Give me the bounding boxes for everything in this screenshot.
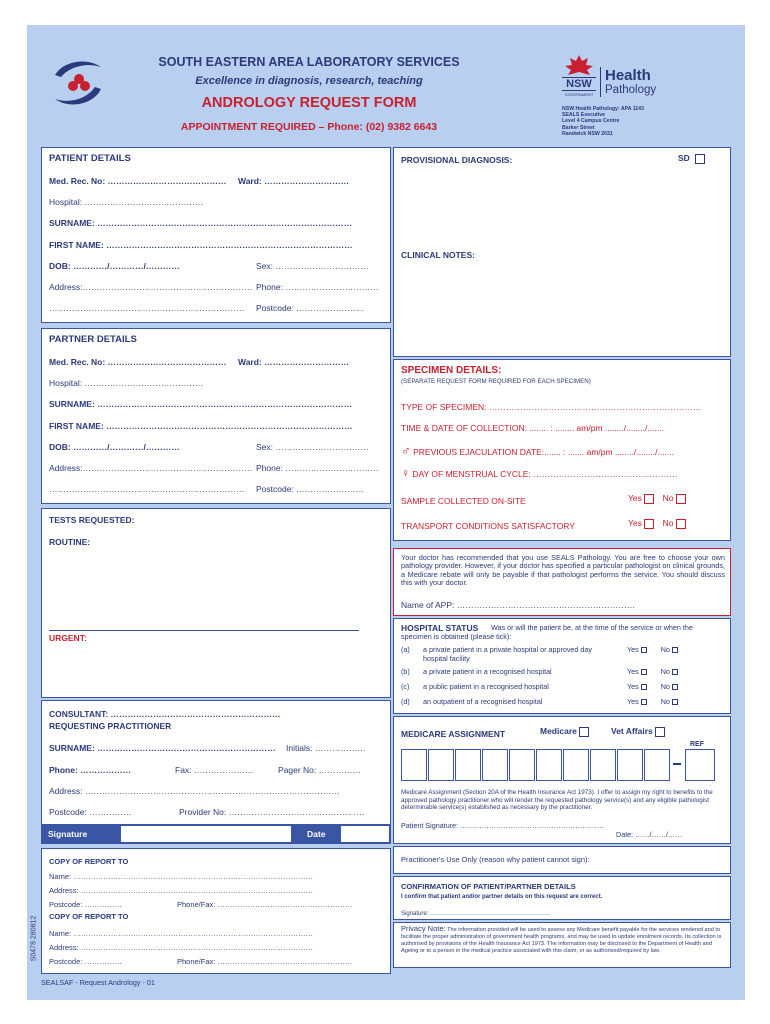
form-footer-name: SEALSAF - Request Andrology - 01: [41, 978, 155, 987]
practitioner-fax[interactable]: Fax: …………………: [175, 765, 254, 775]
patient-details-title: PATIENT DETAILS: [49, 153, 131, 164]
male-icon: ♂: [401, 443, 411, 458]
patient-signature-date[interactable]: Date: ……/……/……: [616, 830, 683, 839]
copy1-address[interactable]: Address: …………………………………………………………………………………: [49, 886, 314, 895]
practitioners-use-label: Practitioner's Use Only (reason why patient cannot sign):: [401, 855, 590, 864]
medicare-assignment-section: [393, 716, 731, 844]
practitioners-use-section: [393, 846, 731, 874]
practitioner-address[interactable]: Address: ………………………………………………………………………………: [49, 786, 340, 796]
urgent-label[interactable]: URGENT:: [49, 633, 87, 643]
collection-time-date[interactable]: TIME & DATE OF COLLECTION: ........ : ........ am/pm ......../......../.......: [401, 423, 664, 433]
transport-conditions-options: Yes No: [628, 518, 686, 529]
pathology-wordmark: Pathology: [605, 84, 657, 96]
tests-requested-title: TESTS REQUESTED:: [49, 515, 135, 525]
sample-collected-label: SAMPLE COLLECTED ON-SITE: [401, 496, 526, 506]
signature-bar: [41, 824, 391, 844]
patient-first-name[interactable]: FIRST NAME: ……………………………………………………………………………: [49, 240, 353, 250]
item-a-options: Yes No: [627, 645, 678, 654]
patient-details-section: [41, 147, 391, 323]
patient-signature-field[interactable]: Patient Signature: ……………………………………………………: [401, 821, 604, 830]
patient-address[interactable]: Address:……………………………………………………: [49, 282, 253, 292]
item-c-no-checkbox[interactable]: [672, 684, 678, 690]
vet-affairs-option: Vet Affairs: [611, 726, 665, 737]
requesting-practitioner-section: [41, 700, 391, 825]
copy-report-title-2: COPY OF REPORT TO: [49, 912, 129, 921]
copy2-phone-fax[interactable]: Phone/Fax: ………………………………………………: [177, 957, 353, 966]
nsw-health-logo: [562, 53, 682, 103]
copy1-postcode[interactable]: Postcode: ……………: [49, 900, 122, 909]
nsw-address: NSW Health Pathology: APA 1143 SEALS Executive Level 4 Campus Centre Barker Street Randwick NSW 2031: [562, 106, 644, 137]
signature-field[interactable]: [121, 826, 291, 842]
hospital-status-intro: Was or will the patient be, at the time of the service or when the specimen is obtained (please tick):: [401, 623, 693, 641]
appointment-line: APPOINTMENT REQUIRED – Phone: (02) 9382 6643: [180, 121, 438, 133]
partner-address[interactable]: Address:……………………………………………………: [49, 463, 253, 473]
medicare-checkbox[interactable]: [579, 727, 589, 737]
sample-collected-no-checkbox[interactable]: [676, 494, 686, 504]
tagline: Excellence in diagnosis, research, teaching: [195, 75, 423, 87]
confirmation-signature[interactable]: Signature: ……………………………………………………: [401, 911, 551, 917]
specimen-details-section: [393, 359, 731, 541]
form-code: S0478 280812: [30, 915, 38, 962]
partner-postcode[interactable]: Postcode: ……………………: [256, 484, 365, 494]
patient-med-rec[interactable]: Med. Rec. No: ……………………………………: [49, 176, 227, 186]
partner-details-section: [41, 328, 391, 504]
female-icon: ♀: [401, 466, 410, 480]
partner-address-line2[interactable]: ……………………………………………………………: [49, 484, 245, 494]
item-d-yes-checkbox[interactable]: [641, 699, 647, 705]
medicare-assignment-title: MEDICARE ASSIGNMENT: [401, 729, 506, 739]
confirmation-title: CONFIRMATION OF PATIENT/PARTNER DETAILS: [401, 882, 576, 891]
sample-collected-yes-checkbox[interactable]: [644, 494, 654, 504]
date-label: Date: [307, 829, 326, 839]
item-b-options: Yes No: [627, 667, 678, 676]
date-field[interactable]: [341, 826, 389, 842]
clinical-notes-label: CLINICAL NOTES:: [401, 250, 475, 260]
medicare-option: Medicare: [540, 726, 589, 737]
hospital-status-item: (c) a public patient in a recognised hospital Yes No: [401, 682, 725, 694]
privacy-note-label: Privacy Note:: [401, 924, 446, 933]
item-c-options: Yes No: [627, 682, 678, 691]
health-wordmark: Health: [605, 67, 651, 84]
ref-label: REF: [690, 741, 704, 748]
patient-phone[interactable]: Phone: ……………………………: [256, 282, 379, 292]
partner-med-rec[interactable]: Med. Rec. No: ……………………………………: [49, 357, 227, 367]
transport-yes-checkbox[interactable]: [644, 519, 654, 529]
partner-ward[interactable]: Ward: …………………………: [238, 357, 350, 367]
privacy-note-text: The information provided will be used to assess any Medicare benefit payable for the services rendered and to facilitate the proper administration of government health programs, and may be used to update enrolment records. Its collection is authorised by provisions of the Health Insurance Act 1973. The information may be disclosed to the Department of Health and Ageing or to a person in the medical practice associated with this claim, or as authorised/required by law.: [401, 927, 722, 954]
specimen-type[interactable]: TYPE OF SPECIMEN: …………………………………………………………………: [401, 402, 702, 412]
patient-hospital[interactable]: Hospital: ……………………………………: [49, 197, 204, 207]
practitioner-provider-no[interactable]: Provider No: …………………………………………: [179, 807, 365, 817]
form-title: ANDROLOGY REQUEST FORM: [201, 95, 417, 111]
copy-of-report-section: [41, 848, 391, 974]
partner-first-name[interactable]: FIRST NAME: ……………………………………………………………………………: [49, 421, 353, 431]
doctor-recommendation-note: [393, 548, 731, 616]
copy2-name[interactable]: Name: ……………………………………………………………………………………: [49, 929, 314, 938]
routine-label[interactable]: ROUTINE:: [49, 537, 91, 547]
sample-collected-options: Yes No: [628, 493, 686, 504]
confirmation-section: [393, 876, 731, 920]
copy2-address[interactable]: Address: …………………………………………………………………………………: [49, 943, 314, 952]
hospital-status-item: (d) an outpatient of a recognised hospital Yes No: [401, 697, 725, 709]
practitioner-surname[interactable]: SURNAME: ………………………………………………………: [49, 743, 276, 753]
specimen-details-title: SPECIMEN DETAILS:: [401, 365, 502, 376]
privacy-note: [401, 926, 725, 955]
provisional-diagnosis-label: PROVISIONAL DIAGNOSIS:: [401, 155, 513, 165]
copy1-phone-fax[interactable]: Phone/Fax: ………………………………………………: [177, 900, 353, 909]
waratah-icon: [562, 53, 596, 77]
partner-sex[interactable]: Sex: ……………………………: [256, 442, 369, 452]
consultant-field[interactable]: CONSULTANT: ……………………………………………………: [49, 709, 281, 719]
practitioner-phone[interactable]: Phone: ………………: [49, 765, 132, 775]
vet-affairs-checkbox[interactable]: [655, 727, 665, 737]
nsw-wordmark: NSW: [562, 77, 596, 91]
hospital-status-item: (a) a private patient in a private hospital or approved day hospital facility Yes No: [401, 645, 725, 665]
hospital-status-item: (b) a private patient in a recognised hospital Yes No: [401, 667, 725, 679]
hospital-status-section: [393, 618, 731, 714]
menstrual-cycle-day[interactable]: ♀ DAY OF MENSTRUAL CYCLE: ……………………………………………: [401, 466, 678, 480]
doctor-note-text: Your doctor has recommended that you use SEALS Pathology. You are free to choose your own pathology provider. However, if your doctor has specified a particular pathologist on clinical grounds, a Medicare rebate will only be payable if that pathologist performs the service. You should discuss this with your doctor.: [401, 553, 725, 588]
item-d-options: Yes No: [627, 697, 678, 706]
partner-surname[interactable]: SURNAME: ………………………………………………………………………………: [49, 399, 353, 409]
partner-details-title: PARTNER DETAILS: [49, 334, 137, 345]
provisional-diagnosis-section: [393, 147, 731, 357]
practitioner-pager[interactable]: Pager No: ……………: [278, 765, 362, 775]
partner-dob[interactable]: DOB: …………/…………/…………: [49, 442, 180, 452]
item-b-yes-checkbox[interactable]: [641, 669, 647, 675]
requesting-practitioner-title: REQUESTING PRACTITIONER: [49, 721, 172, 731]
sd-checkbox[interactable]: [695, 154, 705, 164]
hospital-status-title: HOSPITAL STATUS: [401, 623, 479, 633]
sd-label: SD: [678, 153, 705, 164]
transport-conditions-label: TRANSPORT CONDITIONS SATISFACTORY: [401, 521, 575, 531]
item-c-yes-checkbox[interactable]: [641, 684, 647, 690]
patient-ward[interactable]: Ward: …………………………: [238, 176, 350, 186]
item-a-yes-checkbox[interactable]: [641, 647, 647, 653]
specimen-subtitle: (SEPARATE REQUEST FORM REQUIRED FOR EACH SPECIMEN): [401, 378, 591, 385]
copy2-postcode[interactable]: Postcode: ……………: [49, 957, 122, 966]
medicare-number-boxes[interactable]: [401, 749, 725, 783]
partner-hospital[interactable]: Hospital: ……………………………………: [49, 378, 204, 388]
copy-report-title-1: COPY OF REPORT TO: [49, 857, 129, 866]
ref-box: [685, 749, 715, 781]
seals-logo: [49, 53, 107, 111]
previous-ejaculation[interactable]: ♂ PREVIOUS EJACULATION DATE:....... : ....... am/pm ......../......../.......: [401, 443, 674, 458]
partner-phone[interactable]: Phone: ……………………………: [256, 463, 379, 473]
org-name: SOUTH EASTERN AREA LABORATORY SERVICES: [158, 55, 460, 69]
patient-surname[interactable]: SURNAME: ………………………………………………………………………………: [49, 218, 353, 228]
patient-dob[interactable]: DOB: …………/…………/…………: [49, 261, 180, 271]
tests-requested-section: [41, 508, 391, 698]
item-b-no-checkbox[interactable]: [672, 669, 678, 675]
nsw-government: GOVERNMENT: [564, 92, 594, 97]
privacy-note-section: [393, 922, 731, 968]
patient-address-line2[interactable]: ……………………………………………………………: [49, 303, 245, 313]
confirmation-text: I confirm that patient and/or partner details on this request are correct.: [401, 894, 603, 900]
item-a-no-checkbox[interactable]: [672, 647, 678, 653]
patient-sex[interactable]: Sex: ……………………………: [256, 261, 369, 271]
transport-no-checkbox[interactable]: [676, 519, 686, 529]
signature-label: Signature: [48, 829, 88, 839]
form-page: [27, 25, 745, 1000]
medicare-assignment-text: Medicare Assignment (Section 20A of the Health Insurance Act 1973). I offer to assign my right to benefits to the approved pathology practitioner who will render the requested pathology service(s) and any eligible pathologist determinable service(s) established as necessary by the practitioner.: [401, 789, 713, 812]
patient-postcode[interactable]: Postcode: ……………………: [256, 303, 365, 313]
practitioner-initials[interactable]: Initials: ………………: [286, 743, 366, 753]
copy1-name[interactable]: Name: ……………………………………………………………………………………: [49, 872, 314, 881]
item-d-no-checkbox[interactable]: [672, 699, 678, 705]
practitioner-postcode[interactable]: Postcode: ……………: [49, 807, 132, 817]
app-name-field[interactable]: Name of APP: ………………………………………………………: [401, 600, 636, 610]
